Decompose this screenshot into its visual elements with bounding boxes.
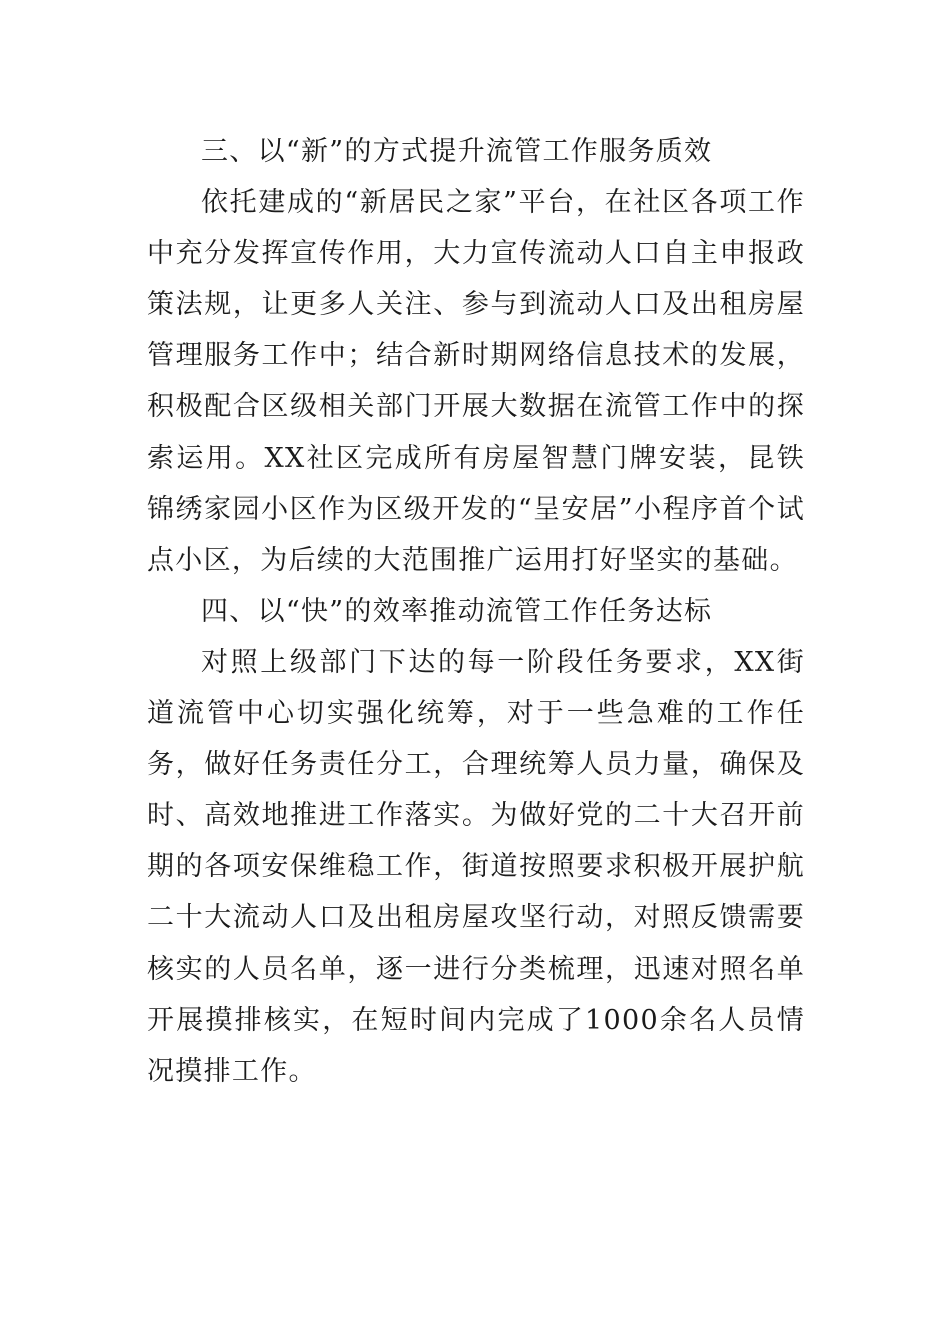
section-paragraph-3: 依托建成的“新居民之家”平台，在社区各项工作中充分发挥宣传作用，大力宣传流动人口自主申报政策法规，让更多人关注、参与到流动人口及出租房屋管理服务工作中；结合新时期网络信息技术的发展，积极配合区级相关部门开展大数据在流管工作中的探索运用。XX社区完成所有房屋智慧门牌安装，昆铁锦绣家园小区作为区级开发的“呈安居”小程序首个试点小区，为后续的大范围推广运用打好坚实的基础。 [147,187,805,576]
document-body [147,126,805,1097]
section-paragraph-4: 对照上级部门下达的每一阶段任务要求，XX街道流管中心切实强化统筹，对于一些急难的工作任务，做好任务责任分工，合理统筹人员力量，确保及时、高效地推进工作落实。为做好党的二十大召开前期的各项安保维稳工作，街道按照要求积极开展护航二十大流动人口及出租房屋攻坚行动，对照反馈需要核实的人员名单，逐一进行分类梳理，迅速对照名单开展摸排核实，在短时间内完成了1000余名人员情况摸排工作。 [147,646,805,1087]
section-heading-4: 四、以“快”的效率推动流管工作任务达标 [201,595,713,627]
section-heading-3: 三、以“新”的方式提升流管工作服务质效 [201,136,713,167]
